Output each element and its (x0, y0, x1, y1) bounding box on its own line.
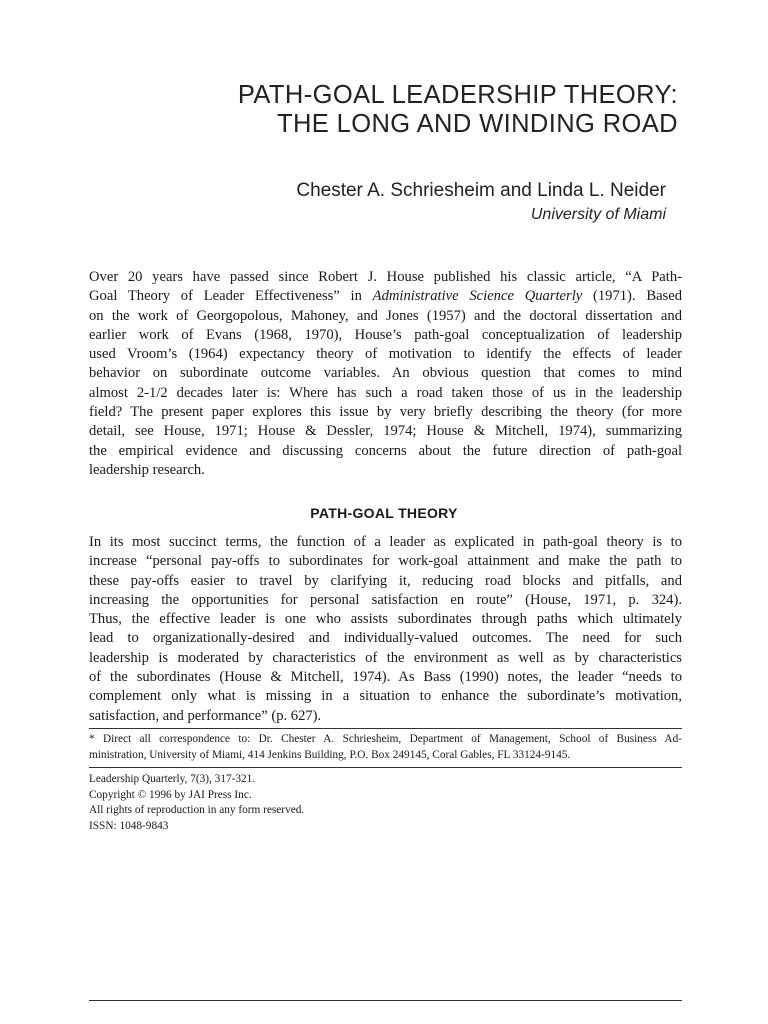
footnote-divider-top (89, 728, 682, 729)
paragraph-line: behavior on subordinate outcome variables. An obvious question that comes to mind (89, 365, 682, 382)
paragraph-line: used Vroom’s (1964) expectancy theory of motivation to identify the effects of leader (89, 346, 682, 363)
paragraph-line: In its most succinct terms, the function of a leader as explicated in path-goal theory is to (89, 534, 682, 550)
paragraph-line: leadership research. (89, 461, 205, 478)
paragraph-line (89, 287, 682, 306)
paragraph-line-text: (1971). Based (582, 288, 682, 305)
copyright-notice: Copyright © 1996 by JAI Press Inc. (89, 788, 252, 801)
page-bottom-rule (89, 1000, 682, 1001)
intro-paragraph (89, 268, 682, 480)
paragraph-line: of the subordinates (House & Mitchell, 1974). As Bass (1990) notes, the leader “needs to (89, 669, 682, 686)
author-affiliation: University of Miami (530, 206, 666, 223)
rights-notice: All rights of reproduction in any form reserved. (89, 804, 305, 817)
section-heading: PATH-GOAL THEORY (310, 505, 458, 521)
theory-paragraph (89, 533, 682, 726)
paragraph-line: leadership is moderated by characteristics of the environment as well as by characteristics (89, 649, 682, 666)
paragraph-line: the empirical evidence and discussing concerns about the future direction of path-goal (89, 442, 682, 459)
author-names: Chester A. Schriesheim and Linda L. Neider (296, 180, 666, 201)
paragraph-line: lead to organizationally-desired and individually-valued outcomes. The need for such (89, 630, 682, 647)
paragraph-line: increase “personal pay-offs to subordinates for work-goal attainment and make the path to (89, 553, 682, 570)
paragraph-line: almost 2-1/2 decades later is: Where has such a road taken those of us in the leadership (89, 384, 682, 401)
journal-citation: Leadership Quarterly, 7(3), 317-321. (89, 773, 256, 785)
footnote-line: * Direct all correspondence to: Dr. Chester A. Schriesheim, Department of Management, School of Business Ad- (89, 733, 682, 745)
paragraph-line: detail, see House, 1971; House & Dessler, 1974; House & Mitchell, 1974), summarizing (89, 423, 682, 440)
journal-name: Administrative Science Quarterly (372, 288, 583, 305)
issn-number: ISSN: 1048-9843 (89, 819, 169, 832)
paragraph-line: these pay-offs easier to travel by clarifying it, reducing road blocks and pitfalls, and (89, 572, 682, 589)
paragraph-line-text: Goal Theory of Leader Effectiveness” in (89, 288, 373, 305)
correspondence-footnote (89, 731, 682, 763)
article-title-line-1: PATH-GOAL LEADERSHIP THEORY: (237, 81, 678, 109)
paragraph-line: increasing the opportunities for personal satisfaction en route” (House, 1971, p. 324). (89, 591, 682, 608)
article-title-line-2: THE LONG AND WINDING ROAD (276, 110, 678, 138)
paragraph-line: on the work of Georgopolous, Mahoney, and Jones (1957) and the doctoral dissertation and (89, 307, 682, 324)
publication-info (89, 772, 304, 834)
paragraph-line: Over 20 years have passed since Robert J. House published his classic article, “A Path- (89, 269, 682, 285)
paragraph-line: earlier work of Evans (1968, 1970), House’s path-goal conceptualization of leadership (89, 326, 682, 343)
paragraph-line: Thus, the effective leader is one who assists subordinates through paths which ultimately (89, 611, 682, 628)
paragraph-line: satisfaction, and performance” (p. 627). (89, 707, 322, 724)
paragraph-line: complement only what is missing in a situation to enhance the subordinate’s motivation, (89, 688, 682, 705)
footnote-line: ministration, University of Miami, 414 Jenkins Building, P.O. Box 249145, Coral Gables, FL 33124-9145. (89, 749, 571, 761)
paragraph-line: field? The present paper explores this issue by very briefly describing the theory (for more (89, 404, 682, 421)
footnote-divider-bottom (89, 767, 682, 768)
